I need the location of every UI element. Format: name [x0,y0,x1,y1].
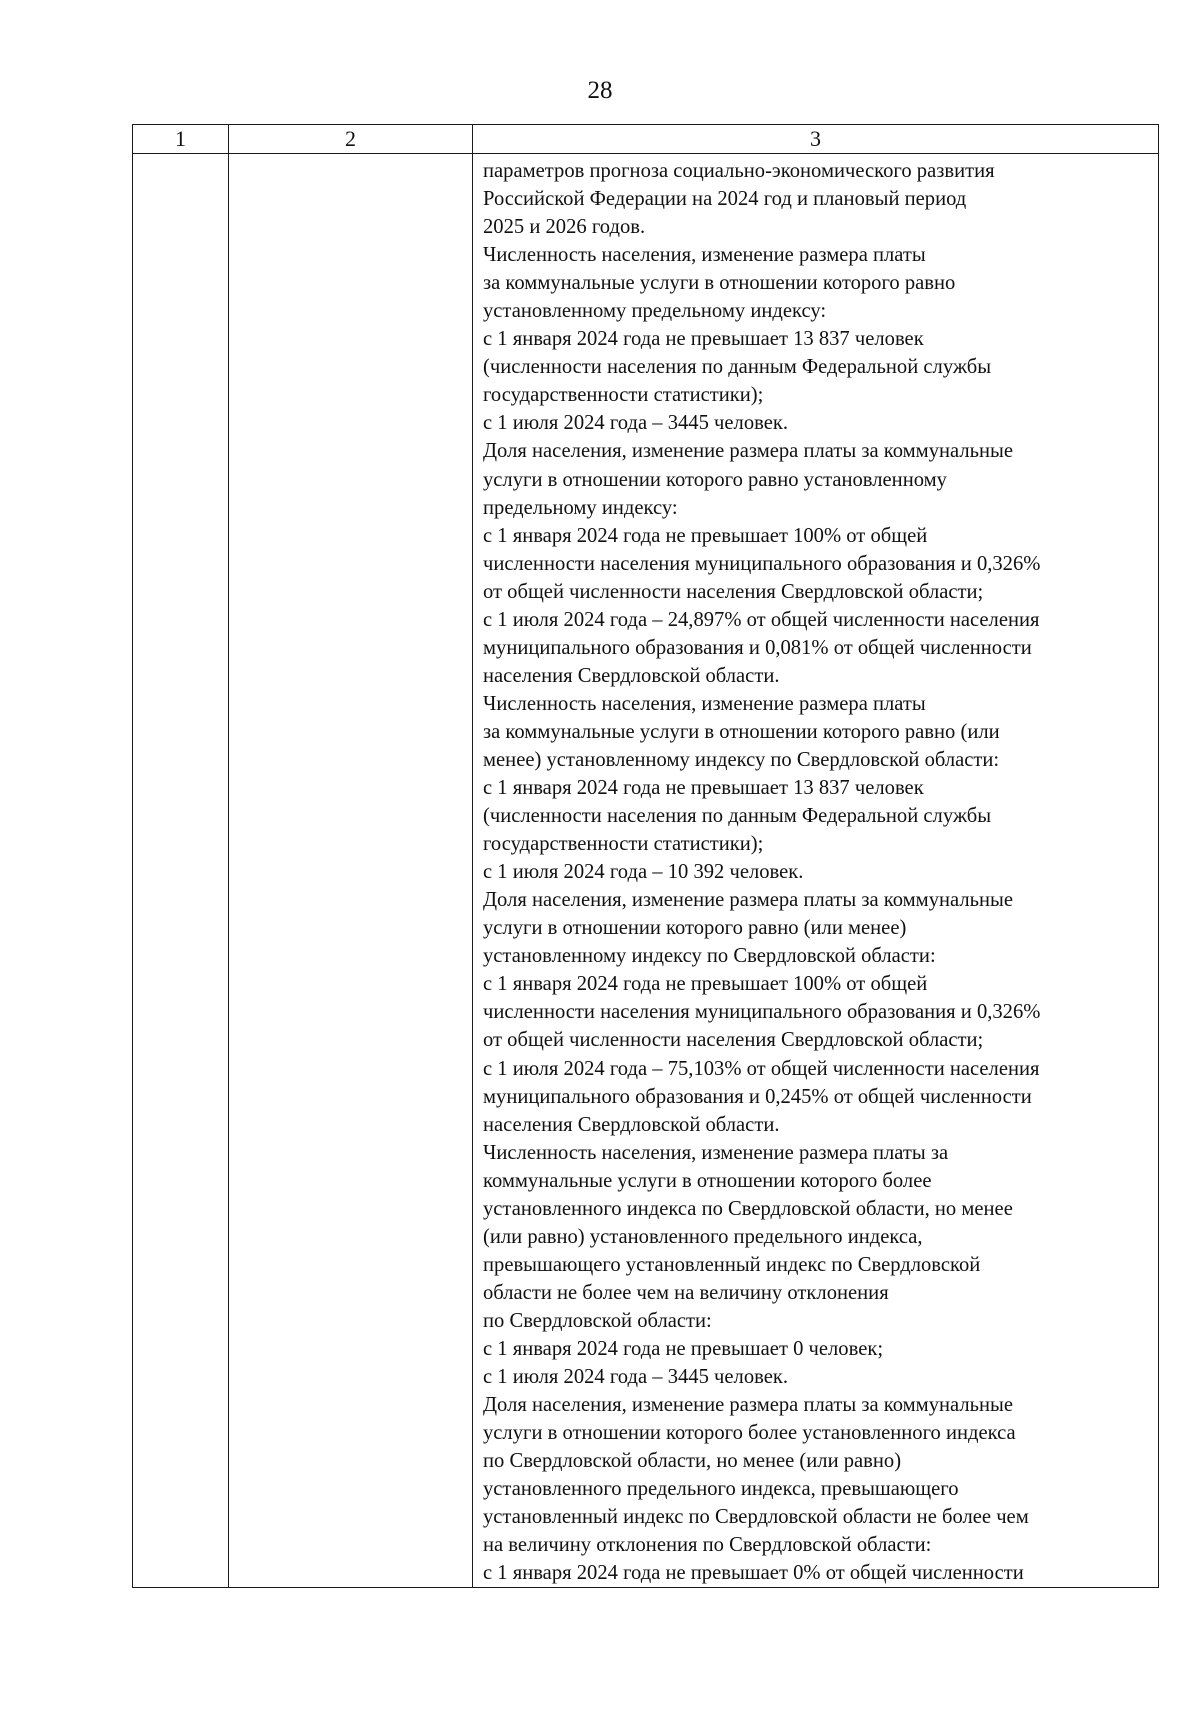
text-line: предельному индексу: [483,496,678,519]
column-2-cell [229,154,473,1588]
text-line: с 1 января 2024 года не превышает 0% от общей численности [483,1562,1024,1585]
table-header [133,125,1159,154]
text-line: муниципального образования и 0,081% от общей численности [483,636,1032,659]
text-line: коммунальные услуги в отношении которого более [483,1169,932,1192]
text-line: за коммунальные услуги в отношении которого равно (или [483,720,1000,743]
column-header-3: 3 [473,125,1159,154]
text-line: установленного предельного индекса, превышающего [483,1478,959,1501]
text-line: превышающего установленный индекс по Свердловской [483,1253,981,1276]
text-line: с 1 июля 2024 года – 10 392 человек. [483,861,804,884]
text-line: по Свердловской области, но менее (или равно) [483,1450,902,1473]
text-line: с 1 января 2024 года не превышает 100% от общей [483,973,928,996]
column-1-cell [133,154,229,1588]
text-line: от общей численности населения Свердловской области; [483,1029,984,1052]
text-line: услуги в отношении которого равно (или менее) [483,917,907,940]
text-line: установленному индексу по Свердловской области: [483,945,936,968]
text-line: численности населения муниципального образования и 0,326% [483,1001,1041,1024]
text-line: с 1 июля 2024 года – 3445 человек. [483,412,789,435]
document-table [132,124,1159,1588]
text-line: государственности статистики); [483,384,764,407]
table-header-row [133,125,1159,154]
text-line: услуги в отношении которого равно установленному [483,468,947,491]
text-line: услуги в отношении которого более установленного индекса [483,1422,1016,1445]
text-line: Численность населения, изменение размера платы [483,244,926,267]
text-line: населения Свердловской области. [483,1113,780,1136]
text-line: за коммунальные услуги в отношении которого равно [483,272,956,295]
text-line: Доля населения, изменение размера платы за коммунальные [483,1394,1014,1417]
text-line: с 1 июля 2024 года – 75,103% от общей численности населения [483,1057,1040,1080]
text-line: населения Свердловской области. [483,664,780,687]
column-3-cell [473,154,1159,1588]
text-line: с 1 января 2024 года не превышает 100% от общей [483,524,928,547]
table-row [133,154,1159,1588]
text-line: Численность населения, изменение размера платы [483,692,926,715]
text-line: с 1 января 2024 года не превышает 0 человек; [483,1337,884,1360]
text-line: установленному предельному индексу: [483,300,827,323]
text-line: (численности населения по данным Федеральной службы [483,356,992,379]
column-header-2: 2 [229,125,473,154]
text-line: муниципального образования и 0,245% от общей численности [483,1085,1032,1108]
text-line: (численности населения по данным Федеральной службы [483,805,992,828]
text-line: (или равно) установленного предельного индекса, [483,1225,923,1248]
text-line: с 1 июля 2024 года – 3445 человек. [483,1366,789,1389]
text-line: Российской Федерации на 2024 год и плановый период [483,188,967,211]
text-line: с 1 июля 2024 года – 24,897% от общей численности населения [483,608,1040,631]
text-line: с 1 января 2024 года не превышает 13 837 человек [483,777,924,800]
text-line: установленный индекс по Свердловской области не более чем [483,1506,1029,1529]
text-line: Доля населения, изменение размера платы за коммунальные [483,889,1014,912]
text-line: от общей численности населения Свердловской области; [483,580,984,603]
text-line: параметров прогноза социально-экономического развития [483,160,995,182]
text-line: менее) установленному индексу по Свердловской области: [483,748,1000,771]
text-line: установленного индекса по Свердловской области, но менее [483,1197,1013,1220]
page-number: 28 [587,77,613,104]
text-line: численности населения муниципального образования и 0,326% [483,552,1041,575]
text-line: на величину отклонения по Свердловской области: [483,1534,932,1557]
text-line: области не более чем на величину отклонения [483,1281,889,1304]
text-line: 2025 и 2026 годов. [483,216,646,239]
text-line: по Свердловской области: [483,1309,712,1332]
text-line: с 1 января 2024 года не превышает 13 837 человек [483,328,924,351]
text-line: государственности статистики); [483,833,764,856]
text-line: Доля населения, изменение размера платы за коммунальные [483,440,1014,463]
column-header-1: 1 [133,125,229,154]
text-line: Численность населения, изменение размера платы за [483,1141,949,1164]
table-body [133,154,1159,1588]
